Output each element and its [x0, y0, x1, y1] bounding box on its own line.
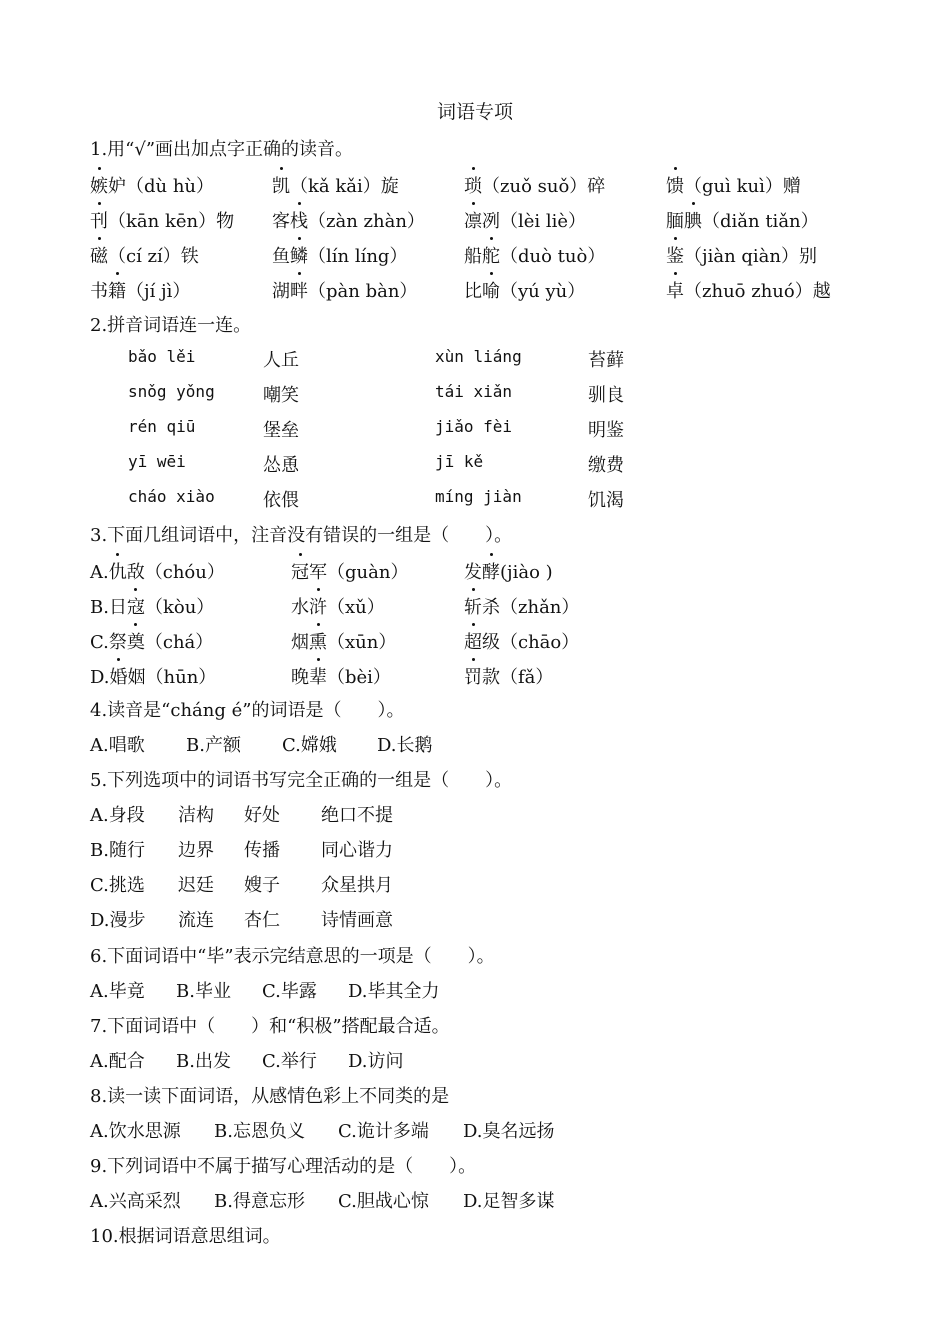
q1-item — [90, 172, 214, 198]
q1-item-dotted-char: 馈 — [666, 172, 684, 198]
q2-word: 缴费 — [588, 455, 624, 476]
q4-option: A.唱歌 — [90, 735, 145, 756]
q1-item-dotted-char: 籍 — [108, 277, 126, 303]
q4-option: C.嫦娥 — [282, 735, 337, 756]
q2-pinyin: jī kě — [435, 452, 484, 471]
q3-item-dotted-char: 辈 — [309, 663, 327, 689]
q1-item-reading: （duò tuò） — [500, 246, 606, 267]
q6-option: C.毕露 — [262, 981, 317, 1002]
q1-item-dotted-char: 喻 — [482, 277, 500, 303]
q1-item — [464, 242, 605, 268]
q2-word: 怂恿 — [263, 455, 299, 476]
q1-item-pre: 船 — [464, 246, 482, 267]
q1-item-dotted-char: 磁 — [90, 242, 108, 268]
q3-item-dotted-char: 罚 — [464, 663, 482, 689]
q3-item-dotted-char: 熏 — [309, 628, 327, 654]
q2-pinyin: bǎo lěi — [128, 347, 196, 366]
q1-item — [90, 242, 199, 268]
q1-item — [464, 277, 585, 303]
q9-stem: 9.下列词语中不属于描写心理活动的是（ ）。 — [90, 1156, 477, 1177]
q3-item — [291, 558, 408, 584]
q6-stem: 6.下面词语中“毕”表示完结意思的一项是（ ）。 — [90, 946, 495, 967]
page-title: 词语专项 — [436, 101, 513, 123]
q5-word: 迟廷 — [178, 875, 214, 896]
q1-item-dotted-char: 鳞 — [290, 242, 308, 268]
q2-word: 依偎 — [263, 490, 299, 511]
q7-option: B.出发 — [176, 1051, 231, 1072]
q3-item-reading: 级（chāo） — [482, 632, 580, 653]
q7-stem: 7.下面词语中（ ）和“积极”搭配最合适。 — [90, 1016, 450, 1037]
q1-item-pre: 客 — [272, 211, 290, 232]
q1-item — [272, 207, 425, 233]
q8-option: D.臭名远扬 — [463, 1121, 555, 1142]
q5-word: C.挑选 — [90, 875, 145, 896]
q3-item-dotted-char: 浒 — [309, 593, 327, 619]
q7-option: D.访问 — [348, 1051, 404, 1072]
q5-word: 同心谐力 — [321, 840, 393, 861]
q1-item — [272, 242, 407, 268]
q3-item — [291, 593, 385, 619]
q1-item-dotted-char: 栈 — [290, 207, 308, 233]
q6-option: D.毕其全力 — [348, 981, 440, 1002]
q5-word: 嫂子 — [244, 875, 280, 896]
q1-item-reading: （cí zí）铁 — [108, 246, 199, 267]
q1-item-reading: （kǎ kǎi）旋 — [290, 176, 399, 197]
q3-item-reading: （xǔ） — [327, 597, 385, 618]
q1-item-reading: 妒（dù hù） — [108, 176, 215, 197]
q4-option: B.产额 — [186, 735, 241, 756]
q3-item-pre: 晚 — [291, 667, 309, 688]
q5-word: 好处 — [244, 805, 280, 826]
q3-item-reading: （kòu） — [144, 597, 215, 618]
q2-word: 苔藓 — [588, 350, 624, 371]
q1-item-reading: （jí jì） — [126, 281, 191, 302]
q1-item-reading: （zuǒ suǒ）碎 — [482, 176, 606, 197]
q1-item-reading: （guì kuì）赠 — [684, 176, 801, 197]
q3-item — [90, 628, 213, 654]
q3-item-dotted-char: 仇 — [109, 558, 127, 584]
q1-stem: 1.用“√”画出加点字正确的读音。 — [90, 139, 354, 160]
q3-item — [291, 628, 396, 654]
q3-item-reading: 杀（zhǎn） — [482, 597, 580, 618]
q5-word: 传播 — [244, 840, 280, 861]
q5-stem: 5.下列选项中的词语书写完全正确的一组是（ ）。 — [90, 770, 513, 791]
q3-item — [464, 663, 553, 689]
q5-word: B.随行 — [90, 840, 145, 861]
q3-item-reading: 敌（chóu） — [126, 562, 225, 583]
q1-item-dotted-char: 鉴 — [666, 242, 684, 268]
q4-stem: 4.读音是“cháng é”的词语是（ ）。 — [90, 700, 405, 721]
q2-pinyin: xùn liáng — [435, 347, 522, 366]
q1-item-dotted-char: 畔 — [290, 277, 308, 303]
q3-item-pre: C.祭 — [90, 632, 127, 653]
q3-item-dotted-char: 斩 — [464, 593, 482, 619]
q5-word: 边界 — [178, 840, 214, 861]
q1-item — [90, 277, 190, 303]
q5-word: A.身段 — [90, 805, 145, 826]
q7-option: A.配合 — [90, 1051, 145, 1072]
q5-word: 流连 — [178, 910, 214, 931]
q3-item-dotted-char: 婚 — [110, 663, 128, 689]
q3-item-reading: （chá） — [144, 632, 214, 653]
q3-item-reading: （bèi） — [327, 667, 391, 688]
q3-item-pre: A. — [90, 562, 109, 583]
q1-item-reading: （zhuō zhuó）越 — [684, 281, 831, 302]
q6-option: B.毕业 — [176, 981, 231, 1002]
q2-word: 人丘 — [263, 350, 299, 371]
q3-item-dotted-char: 冠 — [291, 558, 309, 584]
q1-item-reading: （lín líng） — [308, 246, 408, 267]
q1-item-dotted-char: 嫉 — [90, 172, 108, 198]
q1-item-dotted-char: 刊 — [90, 207, 108, 233]
q1-item-pre: 湖 — [272, 281, 290, 302]
q1-item-dotted-char: 琐 — [464, 172, 482, 198]
q5-word: 绝口不提 — [321, 805, 393, 826]
q3-item — [464, 593, 579, 619]
q1-item — [464, 207, 586, 233]
q1-item-reading: （kān kēn）物 — [108, 211, 235, 232]
q1-item-pre: 腼 — [666, 211, 684, 232]
q1-item-pre: 书 — [90, 281, 108, 302]
q8-stem: 8.读一读下面词语，从感情色彩上不同类的是 — [90, 1086, 450, 1107]
q5-word: 众星拱月 — [321, 875, 393, 896]
q1-item — [464, 172, 605, 198]
q2-word: 明鉴 — [588, 420, 624, 441]
q1-item — [666, 277, 831, 303]
q3-item — [90, 558, 225, 584]
q2-word: 堡垒 — [263, 420, 299, 441]
q9-option: A.兴高采烈 — [90, 1191, 181, 1212]
q2-word: 驯良 — [588, 385, 624, 406]
q1-item — [666, 207, 819, 233]
q5-word: 洁构 — [178, 805, 214, 826]
q3-item-dotted-char: 超 — [464, 628, 482, 654]
q9-option: D.足智多谋 — [463, 1191, 555, 1212]
q1-item-dotted-char: 凯 — [272, 172, 290, 198]
q3-item — [90, 663, 216, 689]
q2-pinyin: tái xiǎn — [435, 382, 513, 401]
q3-item-reading: (jiào ) — [500, 562, 553, 583]
q3-item — [464, 558, 553, 584]
q7-option: C.举行 — [262, 1051, 317, 1072]
q1-item-dotted-char: 腆 — [684, 207, 702, 233]
q1-item-dotted-char: 卓 — [666, 277, 684, 303]
q1-item-reading: （zàn zhàn） — [308, 211, 425, 232]
q2-word: 饥渴 — [588, 490, 624, 511]
q8-option: B.忘恩负义 — [214, 1121, 305, 1142]
q3-item-reading: 姻（hūn） — [127, 667, 217, 688]
q1-item — [666, 172, 801, 198]
q3-item-reading: 款（fǎ） — [482, 667, 554, 688]
q1-item — [666, 242, 817, 268]
q2-pinyin: rén qiū — [128, 417, 196, 436]
q3-stem: 3.下面几组词语中，注音没有错误的一组是（ ）。 — [90, 525, 513, 546]
q2-pinyin: jiǎo fèi — [435, 417, 513, 436]
q3-item-reading: （xūn） — [327, 632, 397, 653]
q3-item-pre: 烟 — [291, 632, 309, 653]
q1-item-reading: （diǎn tiǎn） — [702, 211, 819, 232]
q2-pinyin: míng jiàn — [435, 487, 522, 506]
q8-option: A.饮水思源 — [90, 1121, 181, 1142]
q2-pinyin: yī wēi — [128, 452, 186, 471]
q1-item-dotted-char: 舵 — [482, 242, 500, 268]
q4-option: D.长鹅 — [377, 735, 433, 756]
q3-item-pre: B.日 — [90, 597, 127, 618]
q1-item-pre: 鱼 — [272, 246, 290, 267]
q6-option: A.毕竟 — [90, 981, 145, 1002]
q3-item — [464, 628, 579, 654]
q9-option: C.胆战心惊 — [338, 1191, 429, 1212]
q2-pinyin: cháo xiào — [128, 487, 215, 506]
q1-item-reading: 冽（lèi liè） — [482, 211, 587, 232]
q8-option: C.诡计多端 — [338, 1121, 429, 1142]
q3-item — [90, 593, 214, 619]
q3-item-dotted-char: 寇 — [127, 593, 145, 619]
q2-stem: 2.拼音词语连一连。 — [90, 315, 252, 336]
q5-word: 杏仁 — [244, 910, 280, 931]
q2-word: 嘲笑 — [263, 385, 299, 406]
q3-item-pre: 水 — [291, 597, 309, 618]
q1-item — [272, 277, 417, 303]
q1-item-dotted-char: 凛 — [464, 207, 482, 233]
q3-item-pre: 发 — [464, 562, 482, 583]
q3-item — [291, 663, 391, 689]
q3-item-pre: D. — [90, 667, 110, 688]
q1-item — [90, 207, 234, 233]
q3-item-dotted-char: 奠 — [127, 628, 145, 654]
q2-pinyin: snǒg yǒng — [128, 382, 215, 401]
q1-item-pre: 比 — [464, 281, 482, 302]
q10-stem: 10.根据词语意思组词。 — [90, 1226, 281, 1247]
q3-item-reading: 军（guàn） — [309, 562, 409, 583]
q1-item — [272, 172, 399, 198]
q1-item-reading: （pàn bàn） — [308, 281, 418, 302]
q3-item-dotted-char: 酵 — [482, 558, 500, 584]
q5-word: D.漫步 — [90, 910, 146, 931]
q5-word: 诗情画意 — [321, 910, 393, 931]
q9-option: B.得意忘形 — [214, 1191, 305, 1212]
q1-item-reading: （yú yù） — [500, 281, 586, 302]
q1-item-reading: （jiàn qiàn）别 — [684, 246, 817, 267]
